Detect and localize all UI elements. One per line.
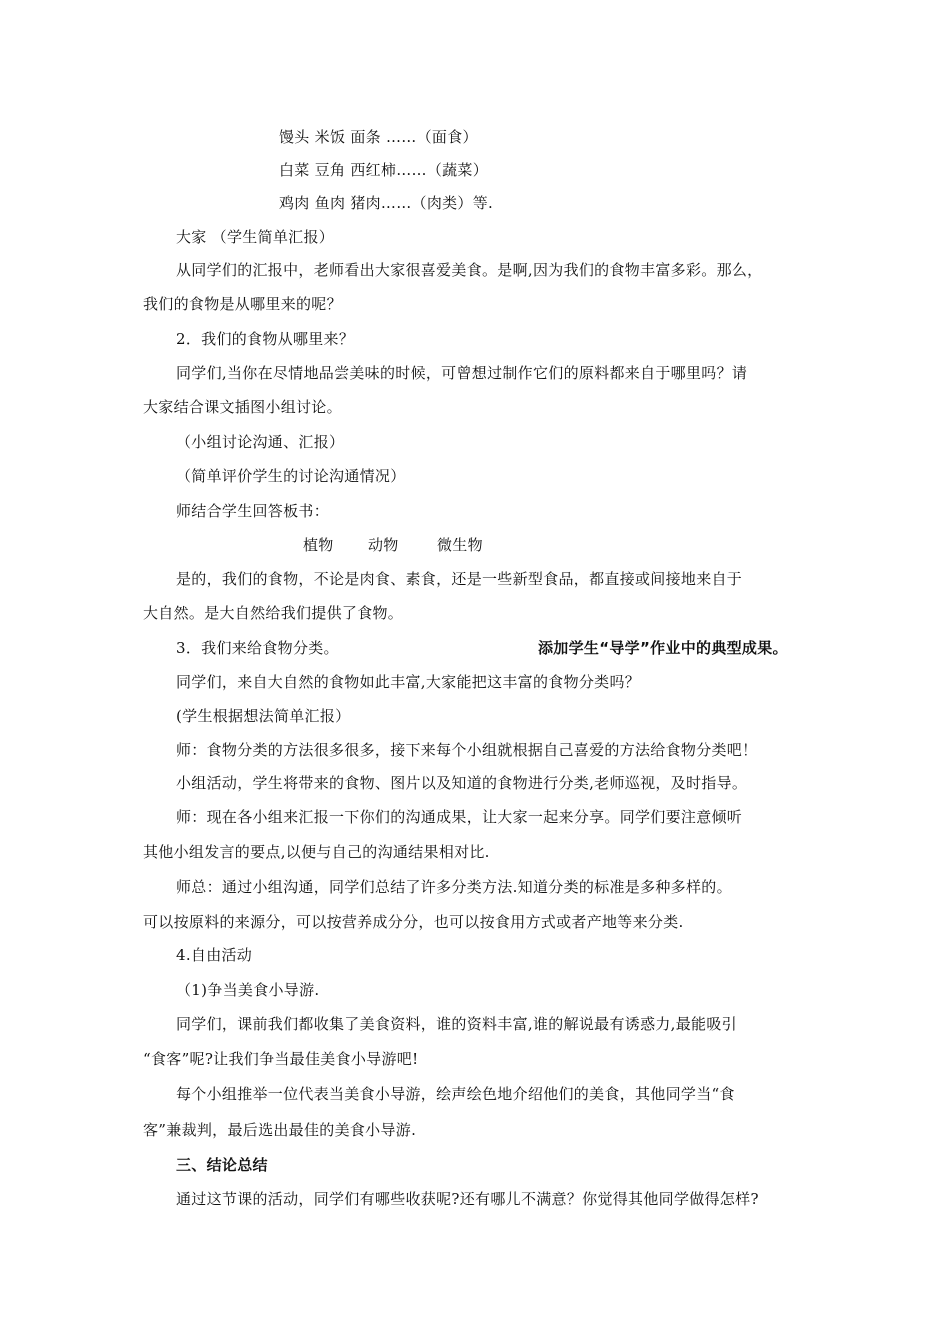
- text-line: 其他小组发言的要点,以便与自己的沟通结果相对比.: [143, 843, 490, 861]
- text-line: 师：食物分类的方法很多很多，接下来每个小组就根据自己喜爱的方法给食物分类吧！: [176, 741, 758, 759]
- board-item-plants: 植物: [303, 536, 334, 554]
- section-heading-4: 4.自由活动: [176, 946, 253, 964]
- text-line: (学生根据想法简单汇报）: [176, 707, 351, 725]
- text-line: “食客”呢?让我们争当最佳美食小导游吧!: [143, 1050, 419, 1068]
- text-line: 同学们,当你在尽情地品尝美味的时候，可曾想过制作它们的原料都来自于哪里吗？请: [176, 364, 748, 382]
- text-line: 每个小组推举一位代表当美食小导游，绘声绘色地介绍他们的美食，其他同学当“食: [176, 1085, 735, 1103]
- text-line: 从同学们的汇报中，老师看出大家很喜爱美食。是啊,因为我们的食物丰富多彩。那么，: [176, 261, 763, 279]
- text-line: 小组活动，学生将带来的食物、图片以及知道的食物进行分类,老师巡视，及时指导。: [176, 774, 748, 792]
- text-line: 我们的食物是从哪里来的呢？: [143, 295, 342, 313]
- text-line: 师：现在各小组来汇报一下你们的沟通成果，让大家一起来分享。同学们要注意倾听: [176, 808, 743, 826]
- margin-note: 添加学生“导学”作业中的典型成果。: [538, 639, 788, 657]
- section-heading-2: 2．我们的食物从哪里来？: [176, 330, 355, 348]
- text-line: 鸡肉 鱼肉 猪肉……（肉类）等.: [279, 194, 494, 212]
- text-line: 可以按原料的来源分，可以按营养成分分，也可以按食用方式或者产地等来分类.: [143, 913, 684, 931]
- text-line: （1)争当美食小导游.: [176, 981, 320, 999]
- text-line: 同学们，来自大自然的食物如此丰富,大家能把这丰富的食物分类吗？: [176, 673, 641, 691]
- text-line: 师结合学生回答板书：: [176, 502, 330, 520]
- text-line: 同学们，课前我们都收集了美食资料，谁的资料丰富,谁的解说最有诱惑力,最能吸引: [176, 1015, 737, 1033]
- text-line: 是的，我们的食物，不论是肉食、素食，还是一些新型食品，都直接或间接地来自于: [176, 570, 743, 588]
- text-line: 大家结合课文插图小组讨论。: [143, 398, 342, 416]
- text-line: 师总：通过小组沟通，同学们总结了许多分类方法.知道分类的标准是多种多样的。: [176, 878, 732, 896]
- text-line: 客”兼裁判，最后选出最佳的美食小导游.: [143, 1121, 417, 1139]
- section-heading-3: 3．我们来给食物分类。: [176, 639, 339, 657]
- text-line: 大家 （学生简单汇报）: [176, 228, 335, 246]
- text-line: 通过这节课的活动，同学们有哪些收获呢?还有哪儿不满意？你觉得其他同学做得怎样?: [176, 1190, 759, 1208]
- board-item-microbes: 微生物: [437, 536, 483, 554]
- text-line: 白菜 豆角 西红柿……（蔬菜）: [279, 161, 489, 179]
- board-item-animals: 动物: [368, 536, 399, 554]
- text-line: （简单评价学生的讨论沟通情况）: [176, 467, 406, 485]
- text-line: （小组讨论沟通、汇报）: [176, 433, 345, 451]
- text-line: 大自然。是大自然给我们提供了食物。: [143, 604, 404, 622]
- text-line: 馒头 米饭 面条 ……（面食）: [279, 128, 478, 146]
- section-heading-conclusion: 三、结论总结: [176, 1156, 268, 1174]
